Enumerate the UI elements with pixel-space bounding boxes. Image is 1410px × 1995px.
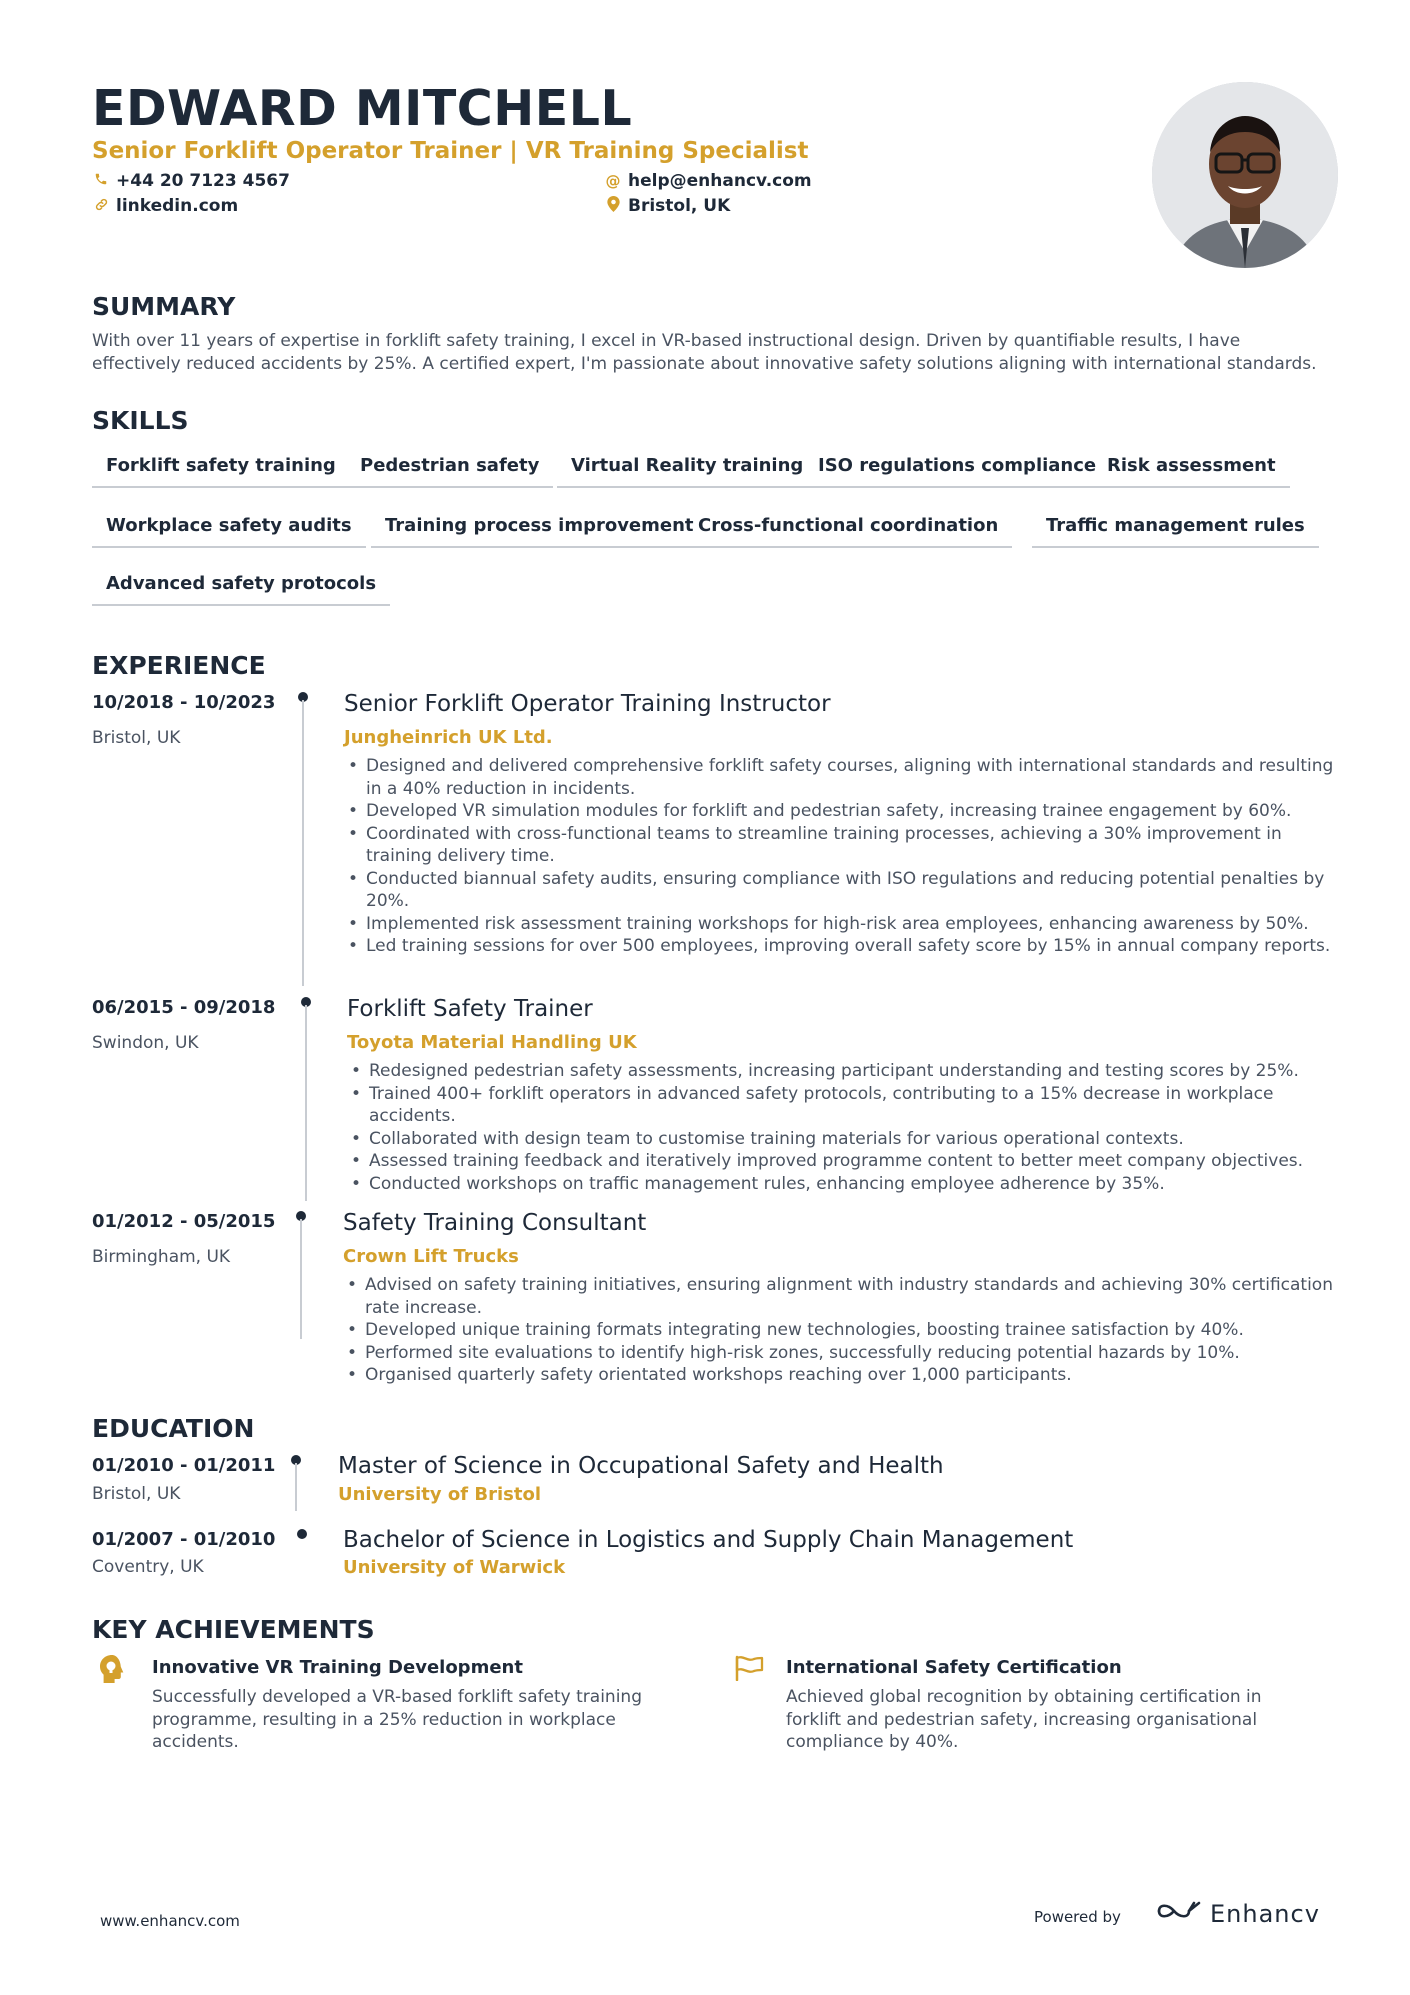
edu-degree: Master of Science in Occupational Safety and Health (338, 1453, 944, 1479)
skill-tag: Pedestrian safety (346, 455, 553, 488)
powered-by-label: Powered by (1034, 1908, 1121, 1926)
skill-tag: ISO regulations compliance (804, 455, 1110, 488)
timeline-line (295, 1463, 297, 1511)
phone-icon (92, 172, 110, 190)
email-text[interactable]: help@enhancv.com (628, 171, 812, 191)
skill-tag: Cross-functional coordination (684, 515, 1012, 548)
job-bullet: • Led training sessions for over 500 employees, improving overall safety score by 15% in annual company reports. (344, 935, 1344, 958)
job-bullet: • Developed unique training formats integrating new technologies, boosting trainee satisfaction by 40%. (343, 1319, 1343, 1342)
enhancv-logo[interactable] (1156, 1900, 1320, 1928)
job-company: Toyota Material Handling UK (347, 1032, 637, 1053)
job-location: Bristol, UK (92, 728, 181, 748)
job-bullet: • Assessed training feedback and iteratively improved programme content to better meet company objectives. (347, 1150, 1347, 1173)
job-bullet: • Coordinated with cross-functional teams to streamline training processes, achieving a 30% improvement in training delivery time. (344, 823, 1344, 868)
skill-tag: Advanced safety protocols (92, 573, 390, 606)
location-contact (604, 196, 730, 216)
job-bullet: • Developed VR simulation modules for forklift and pedestrian safety, increasing trainee engagement by 60%. (344, 800, 1344, 823)
job-bullet: • Redesigned pedestrian safety assessments, increasing participant understanding and testing scores by 25%. (347, 1060, 1347, 1083)
achievements-heading: KEY ACHIEVEMENTS (92, 1615, 375, 1644)
phone-text: +44 20 7123 4567 (116, 171, 290, 191)
timeline-line (300, 1219, 302, 1339)
job-bullet: • Organised quarterly safety orientated workshops reaching over 1,000 participants. (343, 1364, 1343, 1387)
phone-contact (92, 171, 290, 191)
flag-icon (734, 1655, 764, 1685)
timeline-dot (297, 1529, 307, 1539)
skill-tag: Virtual Reality training (557, 455, 817, 488)
skill-tag: Forklift safety training (92, 455, 350, 488)
summary-text: With over 11 years of expertise in forklift safety training, I excel in VR-based instructional design. Driven by quantifiable results, I have effectively reduced accidents by 25%. A certified expert, I'm passionate about innovative safety solutions aligning with international standards. (92, 331, 1317, 374)
skill-tag: Traffic management rules (1032, 515, 1319, 548)
timeline-line (302, 700, 304, 986)
candidate-name: EDWARD MITCHELL (92, 80, 633, 137)
email-contact[interactable] (604, 171, 812, 191)
candidate-title: Senior Forklift Operator Trainer | VR Training Specialist (92, 138, 809, 164)
experience-heading: EXPERIENCE (92, 651, 266, 680)
location-pin-icon (604, 196, 622, 216)
job-company: Crown Lift Trucks (343, 1246, 519, 1267)
achievement-desc: Achieved global recognition by obtaining certification in forklift and pedestrian safety, increasing organisational compliance by 40%. (786, 1687, 1262, 1752)
location-text: Bristol, UK (628, 196, 731, 216)
link-icon (92, 197, 110, 216)
resume-page (92, 0, 1334, 1995)
job-dates: 06/2015 - 09/2018 (92, 997, 276, 1018)
edu-location: Bristol, UK (92, 1484, 181, 1504)
linkedin-contact[interactable] (92, 196, 238, 216)
job-bullets (344, 755, 1344, 958)
job-bullets (343, 1274, 1343, 1387)
job-bullets (347, 1060, 1347, 1195)
skill-tag: Training process improvement (371, 515, 708, 548)
achievement-title: International Safety Certification (786, 1657, 1122, 1678)
job-bullet: • Implemented risk assessment training workshops for high-risk area employees, enhancing awareness by 50%. (344, 913, 1344, 936)
profile-photo (1152, 82, 1338, 268)
linkedin-text[interactable]: linkedin.com (116, 196, 239, 216)
timeline-line (305, 1005, 307, 1201)
job-bullet: • Designed and delivered comprehensive forklift safety courses, aligning with international standards and resulting in a 40% reduction in incidents. (344, 755, 1344, 800)
at-icon: @ (605, 172, 621, 190)
job-location: Birmingham, UK (92, 1247, 231, 1267)
edu-dates: 01/2010 - 01/2011 (92, 1455, 276, 1476)
job-role: Forklift Safety Trainer (347, 996, 593, 1022)
edu-school: University of Bristol (338, 1484, 541, 1505)
head-idea-icon (98, 1654, 128, 1684)
edu-dates: 01/2007 - 01/2010 (92, 1529, 276, 1550)
job-location: Swindon, UK (92, 1033, 199, 1053)
edu-location: Coventry, UK (92, 1557, 204, 1577)
footer-url[interactable]: www.enhancv.com (100, 1912, 240, 1930)
job-dates: 10/2018 - 10/2023 (92, 692, 276, 713)
job-bullet: • Trained 400+ forklift operators in advanced safety protocols, contributing to a 15% decrease in workplace accidents. (347, 1083, 1347, 1128)
summary-heading: SUMMARY (92, 292, 236, 321)
edu-school: University of Warwick (343, 1557, 566, 1578)
achievement-desc: Successfully developed a VR-based forklift safety training programme, resulting in a 25% reduction in workplace accidents. (152, 1687, 642, 1752)
job-bullet: • Advised on safety training initiatives, ensuring alignment with industry standards and achieving 30% certification rate increase. (343, 1274, 1343, 1319)
education-heading: EDUCATION (92, 1414, 255, 1443)
skill-tag: Risk assessment (1093, 455, 1290, 488)
achievement-title: Innovative VR Training Development (152, 1657, 523, 1678)
job-dates: 01/2012 - 05/2015 (92, 1211, 276, 1232)
skill-tag: Workplace safety audits (92, 515, 366, 548)
edu-degree: Bachelor of Science in Logistics and Supply Chain Management (343, 1527, 1074, 1553)
enhancv-logo-icon (1156, 1900, 1202, 1928)
job-bullet: • Conducted workshops on traffic management rules, enhancing employee adherence by 35%. (347, 1173, 1347, 1196)
skills-heading: SKILLS (92, 406, 189, 435)
job-bullet: • Conducted biannual safety audits, ensuring compliance with ISO regulations and reducing potential penalties by 20%. (344, 868, 1344, 913)
job-bullet: • Performed site evaluations to identify high-risk zones, successfully reducing potential hazards by 10%. (343, 1342, 1343, 1365)
job-role: Senior Forklift Operator Training Instructor (344, 691, 831, 717)
job-role: Safety Training Consultant (343, 1210, 647, 1236)
enhancv-logo-text: Enhancv (1210, 1900, 1320, 1928)
job-bullet: • Collaborated with design team to customise training materials for various operational contexts. (347, 1128, 1347, 1151)
job-company: Jungheinrich UK Ltd. (344, 727, 553, 748)
